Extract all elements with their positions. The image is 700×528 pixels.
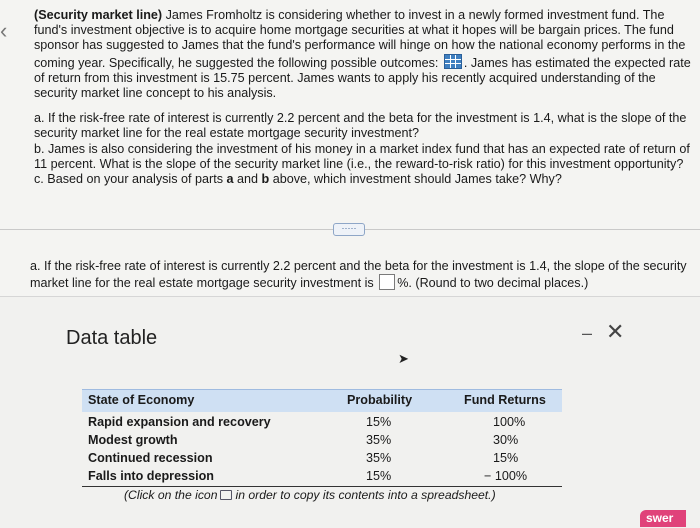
close-button[interactable]: ✕ — [606, 319, 625, 344]
table-footer: (Click on the icon in order to copy its contents into a spreadsheet.) — [82, 486, 562, 502]
minimize-button[interactable]: – — [582, 323, 593, 343]
data-table-icon[interactable] — [444, 54, 462, 69]
back-arrow-icon[interactable]: ‹ — [0, 18, 8, 43]
copy-to-spreadsheet-icon[interactable] — [220, 490, 232, 500]
data-table — [82, 389, 562, 502]
expand-more-button[interactable]: ····· — [333, 223, 365, 236]
answer-tab[interactable]: swer — [640, 510, 686, 527]
answer-text: a. If the risk-free rate of interest is currently 2.2 percent and the beta for the investment is 1.4, the slope of the security market line for the real estate mortgage security investment is — [30, 259, 687, 290]
table-row: Modest growth 35% 30% — [88, 433, 519, 447]
part-c-question: c. Based on your analysis of parts a and b above, which investment should James take? Why? — [34, 172, 562, 187]
header-returns: Fund Returns — [464, 393, 546, 407]
problem-intro-2: . James has estimated the expected rate of return from this investment is 15.75 percent. James wants to apply his recently acquired understanding of the security market line concept to his analysis. — [34, 55, 691, 101]
answer-section — [30, 258, 690, 291]
table-row: Falls into depression 15% − 100% — [88, 469, 528, 483]
problem-intro-1: James Fromholtz is considering whether to invest in a newly formed investment fund. The fund's investment objective is to acquire home mortgage securities at what it hopes will be bargain prices. The fund sponsor has suggested to James that the fund's performance will hinge on how the national economy performs in the coming year. Specifically, he suggested the following possible outcomes: — [34, 8, 686, 70]
data-table-popup — [0, 296, 700, 528]
header-probability: Probability — [347, 393, 413, 407]
answer-instruction: %. (Round to two decimal places.) — [397, 276, 589, 290]
table-row: Rapid expansion and recovery 15% 100% — [88, 415, 526, 429]
table-row: Continued recession 35% 15% — [88, 451, 519, 465]
header-state: State of Economy — [88, 393, 195, 407]
part-b-question: b. James is also considering the investment of his money in a market index fund that has an expected rate of return of 11 percent. What is the slope of the security market line (i.e., the reward-to-risk ratio) for this investment opportunity? — [34, 141, 690, 171]
table-header — [82, 389, 562, 412]
problem-text — [34, 8, 694, 187]
popup-title: Data table — [66, 327, 158, 349]
mouse-cursor-icon: ➤ — [398, 351, 409, 366]
problem-title: (Security market line) — [34, 8, 163, 22]
slope-answer-input[interactable] — [379, 274, 395, 290]
part-a-question: a. If the risk-free rate of interest is currently 2.2 percent and the beta for the investment is 1.4, what is the slope of the security market line for the real estate mortgage security investment? — [34, 111, 687, 141]
